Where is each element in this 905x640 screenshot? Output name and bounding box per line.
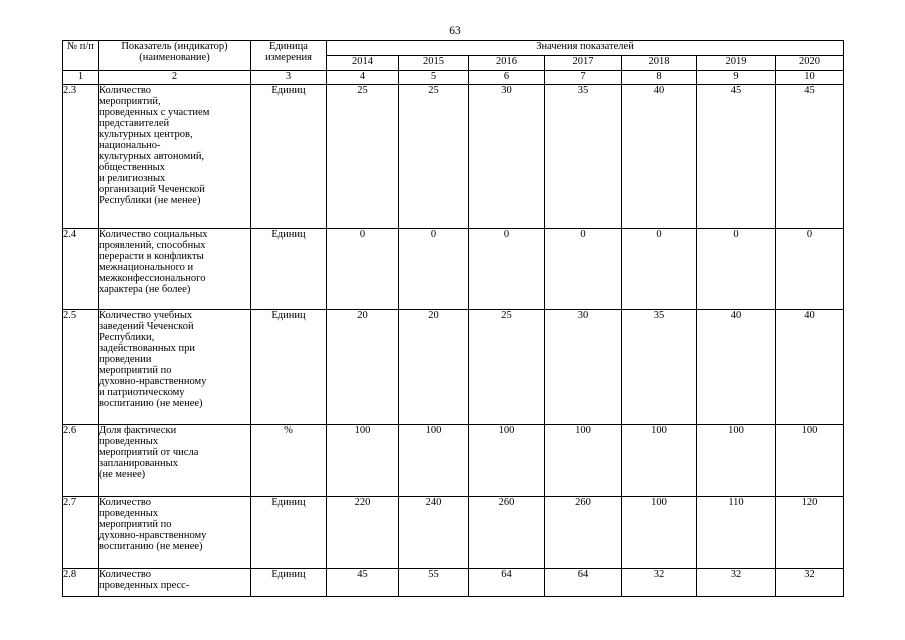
value-cell-2018: 35: [622, 310, 697, 425]
value-cell-2014: 25: [327, 85, 399, 229]
value-cell-2020: 0: [776, 229, 844, 310]
value-cell-2020: 100: [776, 425, 844, 497]
value-cell-2020: 32: [776, 569, 844, 597]
indicator-name-line: национально-: [99, 140, 161, 151]
value-cell-2018: 100: [622, 425, 697, 497]
value-cell-2015: 0: [399, 229, 469, 310]
column-number: 10: [776, 71, 844, 85]
value-cell-2017: 30: [545, 310, 622, 425]
indicator-name-line: проведенных пресс-: [99, 580, 190, 591]
value-cell-2016: 0: [469, 229, 545, 310]
value-cell-2016: 100: [469, 425, 545, 497]
indicator-name: [99, 569, 251, 597]
value-cell-2017: 0: [545, 229, 622, 310]
indicator-name-line: и патриотическому: [99, 387, 185, 398]
indicator-name: [99, 85, 251, 229]
value-cell-2020: 45: [776, 85, 844, 229]
value-cell-2018: 32: [622, 569, 697, 597]
value-cell-2014: 220: [327, 497, 399, 569]
indicator-name-line: Доля фактически: [99, 425, 177, 436]
value-cell-2018: 0: [622, 229, 697, 310]
value-cell-2015: 20: [399, 310, 469, 425]
indicator-name: [99, 310, 251, 425]
value-cell-2014: 0: [327, 229, 399, 310]
indicator-name-line: и религиозных: [99, 173, 166, 184]
unit-cell: Единиц: [251, 569, 327, 597]
table-row: [63, 85, 844, 229]
value-cell-2017: 260: [545, 497, 622, 569]
indicator-name-line: перерасти в конфликты: [99, 251, 204, 262]
indicator-name-line: воспитанию (не менее): [99, 398, 203, 409]
indicators-table: [62, 40, 844, 597]
header-year: 2020: [776, 56, 844, 71]
value-cell-2018: 40: [622, 85, 697, 229]
indicator-name-line: заведений Чеченской: [99, 321, 194, 332]
row-number: 2.6: [63, 425, 99, 497]
page-number: 63: [449, 25, 461, 37]
indicator-name: [99, 229, 251, 310]
value-cell-2017: 35: [545, 85, 622, 229]
value-cell-2014: 20: [327, 310, 399, 425]
indicator-name-line: запланированных: [99, 458, 178, 469]
column-number: 6: [469, 71, 545, 85]
header-values-group: Значения показателей: [327, 41, 844, 56]
indicator-name-line: духовно-нравственному: [99, 530, 207, 541]
indicator-name-line: Количество: [99, 569, 152, 580]
indicator-name-line: духовно-нравственному: [99, 376, 207, 387]
value-cell-2015: 240: [399, 497, 469, 569]
indicator-name-line: Количество: [99, 85, 152, 96]
indicator-name-line: мероприятий по: [99, 519, 172, 530]
value-cell-2020: 120: [776, 497, 844, 569]
indicator-name-line: характера (не более): [99, 284, 191, 295]
header-year: 2016: [469, 56, 545, 71]
indicator-name-line: задействованных при: [99, 343, 195, 354]
value-cell-2016: 25: [469, 310, 545, 425]
header-unit: Единица измерения: [251, 41, 327, 71]
indicator-name-line: культурных автономий,: [99, 151, 205, 162]
row-number: 2.8: [63, 569, 99, 597]
unit-cell: Единиц: [251, 85, 327, 229]
value-cell-2015: 100: [399, 425, 469, 497]
table-row: [63, 425, 844, 497]
value-cell-2016: 260: [469, 497, 545, 569]
header-year: 2018: [622, 56, 697, 71]
table-row: [63, 310, 844, 425]
indicator-name-line: воспитанию (не менее): [99, 541, 203, 552]
header-year: 2014: [327, 56, 399, 71]
row-number: 2.7: [63, 497, 99, 569]
value-cell-2014: 45: [327, 569, 399, 597]
indicator-name-line: Количество социальных: [99, 229, 208, 240]
column-number: 3: [251, 71, 327, 85]
indicator-name-line: общественных: [99, 162, 165, 173]
indicator-name-line: культурных центров,: [99, 129, 193, 140]
indicator-name-line: Количество учебных: [99, 310, 193, 321]
column-number: 1: [63, 71, 99, 85]
value-cell-2019: 100: [697, 425, 776, 497]
value-cell-2016: 30: [469, 85, 545, 229]
row-number: 2.4: [63, 229, 99, 310]
table-row: [63, 497, 844, 569]
column-number: 7: [545, 71, 622, 85]
indicator-name-line: проведенных с участием: [99, 107, 210, 118]
value-cell-2017: 64: [545, 569, 622, 597]
row-number: 2.5: [63, 310, 99, 425]
table-row: [63, 229, 844, 310]
unit-cell: Единиц: [251, 497, 327, 569]
value-cell-2019: 110: [697, 497, 776, 569]
indicator-name-line: Количество: [99, 497, 152, 508]
indicator-name-line: проведении: [99, 354, 152, 365]
indicator-name-line: мероприятий от числа: [99, 447, 199, 458]
row-number: 2.3: [63, 85, 99, 229]
value-cell-2015: 55: [399, 569, 469, 597]
indicator-name-line: межконфессионального: [99, 273, 206, 284]
header-year: 2019: [697, 56, 776, 71]
indicator-name-line: мероприятий по: [99, 365, 172, 376]
indicator-name-line: проявлений, способных: [99, 240, 206, 251]
indicator-name: [99, 497, 251, 569]
indicator-name: [99, 425, 251, 497]
indicator-name-line: Республики,: [99, 332, 155, 343]
value-cell-2016: 64: [469, 569, 545, 597]
column-number: 2: [99, 71, 251, 85]
header-year: 2015: [399, 56, 469, 71]
indicator-name-line: проведенных: [99, 436, 159, 447]
indicator-name-line: Республики (не менее): [99, 195, 201, 206]
unit-cell: Единиц: [251, 310, 327, 425]
value-cell-2014: 100: [327, 425, 399, 497]
table-row: [63, 569, 844, 597]
indicator-name-line: (не менее): [99, 469, 146, 480]
value-cell-2018: 100: [622, 497, 697, 569]
value-cell-2020: 40: [776, 310, 844, 425]
value-cell-2017: 100: [545, 425, 622, 497]
header-year: 2017: [545, 56, 622, 71]
column-number: 5: [399, 71, 469, 85]
indicator-name-line: мероприятий,: [99, 96, 161, 107]
value-cell-2019: 32: [697, 569, 776, 597]
column-number: 4: [327, 71, 399, 85]
value-cell-2019: 0: [697, 229, 776, 310]
value-cell-2019: 45: [697, 85, 776, 229]
value-cell-2019: 40: [697, 310, 776, 425]
indicator-name-line: межнационального и: [99, 262, 194, 273]
indicator-name-line: организаций Чеченской: [99, 184, 205, 195]
column-number: 8: [622, 71, 697, 85]
column-number: 9: [697, 71, 776, 85]
value-cell-2015: 25: [399, 85, 469, 229]
indicator-name-line: проведенных: [99, 508, 159, 519]
header-name: Показатель (индикатор) (наименование): [99, 41, 251, 71]
indicator-name-line: представителей: [99, 118, 170, 129]
header-num: № п/п: [63, 41, 99, 71]
unit-cell: %: [251, 425, 327, 497]
unit-cell: Единиц: [251, 229, 327, 310]
